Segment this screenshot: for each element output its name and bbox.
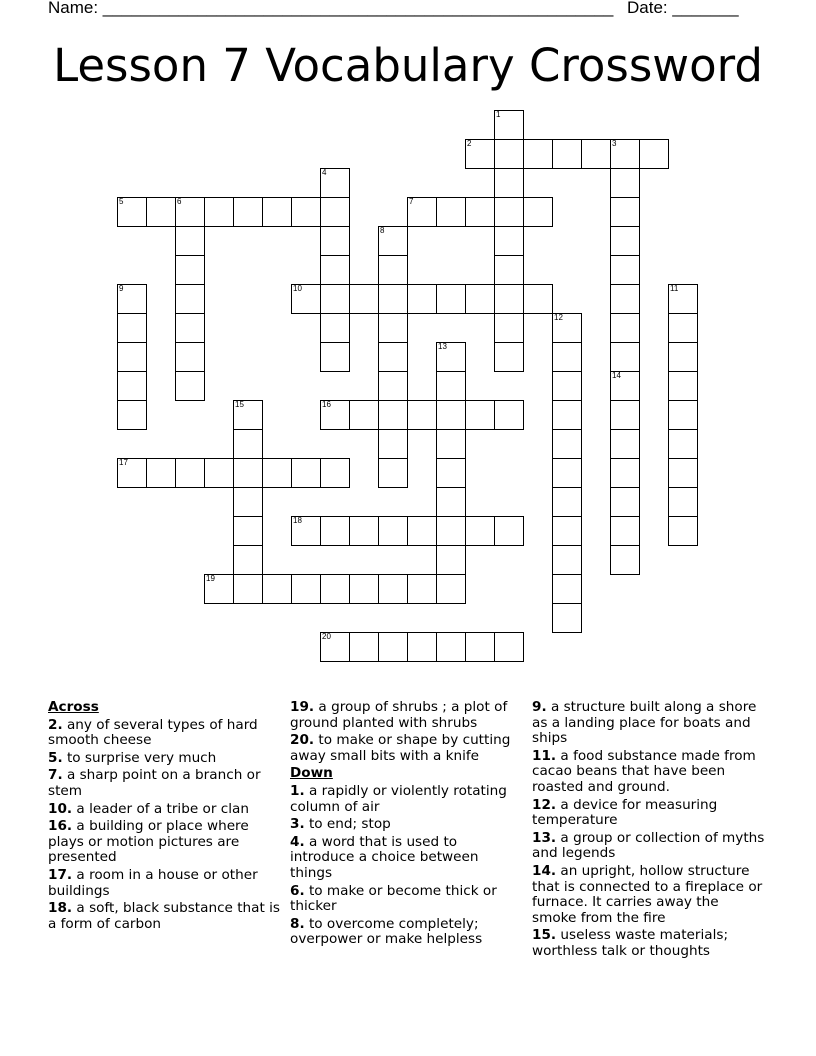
grid-cell[interactable] xyxy=(610,168,640,198)
clue-number: 5. xyxy=(48,749,63,766)
date-field-label: Date: _______ xyxy=(627,0,739,17)
grid-cell[interactable] xyxy=(552,400,582,430)
clue-item xyxy=(532,700,766,747)
grid-cell[interactable] xyxy=(465,400,495,430)
clue-number: 1 xyxy=(496,110,501,119)
clue-text: a building or place where plays or motion pictures are presented xyxy=(48,818,249,866)
grid-cell[interactable] xyxy=(320,574,350,604)
clue-item xyxy=(532,749,766,796)
grid-cell[interactable] xyxy=(175,197,205,227)
clue-text: an upright, hollow structure that is connected to a fireplace or furnace. It carries away the smoke from the fire xyxy=(532,862,763,926)
grid-cell[interactable] xyxy=(610,545,640,575)
grid-cell[interactable] xyxy=(436,516,466,546)
clue-text: a food substance made from cacao beans that have been roasted and ground. xyxy=(532,747,756,795)
grid-cell[interactable] xyxy=(146,197,176,227)
grid-cell[interactable] xyxy=(378,255,408,285)
grid-cell[interactable] xyxy=(262,197,292,227)
page-title: Lesson 7 Vocabulary Crossword xyxy=(53,39,763,92)
clue-text: a leader of a tribe or clan xyxy=(72,800,249,817)
clue-text: to overcome completely; overpower or make helpless xyxy=(290,915,483,948)
grid-cell[interactable] xyxy=(204,574,234,604)
clue-text: a soft, black substance that is a form of carbon xyxy=(48,900,281,932)
grid-cell[interactable] xyxy=(610,139,640,169)
clues-column-3 xyxy=(532,700,766,962)
grid-cell[interactable] xyxy=(436,371,466,401)
clue-item xyxy=(290,784,524,815)
grid-cell[interactable] xyxy=(523,139,553,169)
grid-cell[interactable] xyxy=(175,371,205,401)
grid-cell[interactable] xyxy=(552,342,582,372)
grid-cell[interactable] xyxy=(233,400,263,430)
grid-cell[interactable] xyxy=(320,197,350,227)
grid-cell[interactable] xyxy=(233,574,263,604)
grid-cell[interactable] xyxy=(378,516,408,546)
grid-cell[interactable] xyxy=(668,429,698,459)
clue-item xyxy=(290,835,524,882)
clue-number: 14 xyxy=(612,371,621,380)
grid-cell[interactable] xyxy=(378,429,408,459)
grid-cell[interactable] xyxy=(610,516,640,546)
clue-item xyxy=(48,768,282,799)
grid-cell[interactable] xyxy=(668,313,698,343)
grid-cell[interactable] xyxy=(494,255,524,285)
clue-number: 8 xyxy=(380,226,385,235)
clue-text: a room in a house or other buildings xyxy=(48,866,258,899)
grid-cell[interactable] xyxy=(204,197,234,227)
grid-cell[interactable] xyxy=(117,371,147,401)
clue-number: 5 xyxy=(119,197,124,206)
grid-cell[interactable] xyxy=(204,458,234,488)
grid-cell[interactable] xyxy=(610,197,640,227)
grid-cell[interactable] xyxy=(349,284,379,314)
grid-cell[interactable] xyxy=(552,545,582,575)
grid-cell[interactable] xyxy=(639,139,669,169)
grid-cell[interactable] xyxy=(494,284,524,314)
grid-cell[interactable] xyxy=(262,574,292,604)
clue-item xyxy=(532,928,766,959)
grid-cell[interactable] xyxy=(320,342,350,372)
grid-cell[interactable] xyxy=(668,284,698,314)
clue-item xyxy=(290,917,524,948)
grid-cell[interactable] xyxy=(436,487,466,517)
clue-number: 2 xyxy=(467,139,472,148)
clue-number: 7 xyxy=(409,197,414,206)
clue-number: 15. xyxy=(532,927,557,944)
clue-number: 16 xyxy=(322,400,331,409)
clue-number: 3 xyxy=(612,139,617,148)
down-heading: Down xyxy=(290,765,333,782)
clue-number: 2. xyxy=(48,716,63,733)
grid-cell[interactable] xyxy=(407,197,437,227)
grid-cell[interactable] xyxy=(349,632,379,662)
grid-cell[interactable] xyxy=(552,313,582,343)
grid-cell[interactable] xyxy=(552,139,582,169)
clue-number: 12 xyxy=(554,313,563,322)
grid-cell[interactable] xyxy=(610,458,640,488)
grid-cell[interactable] xyxy=(494,139,524,169)
grid-cell[interactable] xyxy=(552,574,582,604)
clue-number: 9 xyxy=(119,284,124,293)
clue-text: a sharp point on a branch or stem xyxy=(48,767,261,799)
clue-number: 7. xyxy=(48,767,63,784)
grid-cell[interactable] xyxy=(494,110,524,140)
grid-cell[interactable] xyxy=(175,284,205,314)
grid-cell[interactable] xyxy=(262,458,292,488)
clues-column-2 xyxy=(290,700,524,950)
grid-cell[interactable] xyxy=(349,516,379,546)
grid-cell[interactable] xyxy=(320,516,350,546)
grid-cell[interactable] xyxy=(407,284,437,314)
grid-cell[interactable] xyxy=(494,516,524,546)
grid-cell[interactable] xyxy=(610,226,640,256)
grid-cell[interactable] xyxy=(494,400,524,430)
grid-cell[interactable] xyxy=(523,197,553,227)
grid-cell[interactable] xyxy=(407,632,437,662)
grid-cell[interactable] xyxy=(117,342,147,372)
clue-number: 6 xyxy=(177,197,182,206)
clue-number: 20. xyxy=(290,732,315,749)
clue-item xyxy=(532,864,766,926)
grid-cell[interactable] xyxy=(175,226,205,256)
clue-item xyxy=(48,802,282,818)
clue-text: to make or become thick or thicker xyxy=(290,882,497,915)
grid-cell[interactable] xyxy=(407,516,437,546)
grid-cell[interactable] xyxy=(610,429,640,459)
clue-number: 8. xyxy=(290,915,305,932)
clue-number: 4. xyxy=(290,833,305,850)
clue-number: 14. xyxy=(532,862,557,879)
grid-cell[interactable] xyxy=(436,632,466,662)
clue-number: 3. xyxy=(290,816,305,833)
grid-cell[interactable] xyxy=(117,458,147,488)
clue-item xyxy=(48,718,282,749)
clue-number: 4 xyxy=(322,168,327,177)
clue-number: 11 xyxy=(670,284,679,293)
grid-cell[interactable] xyxy=(233,487,263,517)
clue-number: 9. xyxy=(532,699,547,715)
grid-cell[interactable] xyxy=(494,168,524,198)
clue-text: useless waste materials; worthless talk or thoughts xyxy=(532,927,729,959)
clue-number: 11. xyxy=(532,747,557,764)
grid-cell[interactable] xyxy=(494,632,524,662)
grid-cell[interactable] xyxy=(349,574,379,604)
grid-cell[interactable] xyxy=(552,371,582,401)
grid-cell[interactable] xyxy=(610,371,640,401)
clue-number: 1. xyxy=(290,782,305,799)
clue-number: 12. xyxy=(532,796,557,813)
clue-number: 17. xyxy=(48,866,73,883)
clue-number: 19. xyxy=(290,699,315,715)
clue-item xyxy=(290,884,524,915)
grid-cell[interactable] xyxy=(175,255,205,285)
clue-item xyxy=(532,798,766,829)
clue-text: a device for measuring temperature xyxy=(532,796,718,829)
grid-cell[interactable] xyxy=(175,313,205,343)
clue-text: a rapidly or violently rotating column of air xyxy=(290,782,507,815)
clue-number: 10 xyxy=(293,284,302,293)
grid-cell[interactable] xyxy=(378,574,408,604)
grid-cell[interactable] xyxy=(117,313,147,343)
name-field-label: Name: ______________________________________________________ xyxy=(48,0,614,17)
grid-cell[interactable] xyxy=(320,313,350,343)
grid-cell[interactable] xyxy=(552,516,582,546)
grid-cell[interactable] xyxy=(407,574,437,604)
grid-cell[interactable] xyxy=(320,226,350,256)
clue-text: to make or shape by cutting away small bits with a knife xyxy=(290,732,511,764)
grid-cell[interactable] xyxy=(610,487,640,517)
grid-cell[interactable] xyxy=(233,429,263,459)
grid-cell[interactable] xyxy=(610,400,640,430)
clue-text: to surprise very much xyxy=(62,749,217,766)
grid-cell[interactable] xyxy=(233,545,263,575)
clue-number: 18 xyxy=(293,516,302,525)
grid-cell[interactable] xyxy=(436,545,466,575)
grid-cell[interactable] xyxy=(291,574,321,604)
grid-cell[interactable] xyxy=(436,197,466,227)
grid-cell[interactable] xyxy=(291,197,321,227)
grid-cell[interactable] xyxy=(581,139,611,169)
clue-item xyxy=(532,831,766,862)
grid-cell[interactable] xyxy=(378,342,408,372)
grid-cell[interactable] xyxy=(465,516,495,546)
grid-cell[interactable] xyxy=(233,458,263,488)
grid-cell[interactable] xyxy=(378,458,408,488)
clue-item xyxy=(48,901,282,932)
grid-cell[interactable] xyxy=(668,516,698,546)
grid-cell[interactable] xyxy=(407,400,437,430)
clue-text: a word that is used to introduce a choice between things xyxy=(290,833,479,881)
grid-cell[interactable] xyxy=(291,284,321,314)
grid-cell[interactable] xyxy=(175,458,205,488)
grid-cell[interactable] xyxy=(291,516,321,546)
grid-cell[interactable] xyxy=(465,284,495,314)
grid-cell[interactable] xyxy=(378,284,408,314)
grid-cell[interactable] xyxy=(320,168,350,198)
grid-cell[interactable] xyxy=(436,284,466,314)
grid-cell[interactable] xyxy=(291,458,321,488)
grid-cell[interactable] xyxy=(523,284,553,314)
grid-cell[interactable] xyxy=(436,400,466,430)
grid-cell[interactable] xyxy=(320,400,350,430)
grid-cell[interactable] xyxy=(494,313,524,343)
grid-cell[interactable] xyxy=(465,197,495,227)
grid-cell[interactable] xyxy=(117,197,147,227)
clue-text: a structure built along a shore as a landing place for boats and ships xyxy=(532,699,757,747)
grid-cell[interactable] xyxy=(668,342,698,372)
grid-cell[interactable] xyxy=(378,371,408,401)
clue-item xyxy=(290,733,524,764)
clue-number: 20 xyxy=(322,632,331,641)
grid-cell[interactable] xyxy=(378,313,408,343)
grid-cell[interactable] xyxy=(175,342,205,372)
grid-cell[interactable] xyxy=(668,458,698,488)
grid-cell[interactable] xyxy=(610,255,640,285)
clue-text: any of several types of hard smooth cheese xyxy=(48,716,258,749)
grid-cell[interactable] xyxy=(668,400,698,430)
grid-cell[interactable] xyxy=(378,632,408,662)
grid-cell[interactable] xyxy=(465,632,495,662)
grid-cell[interactable] xyxy=(378,400,408,430)
clue-item xyxy=(290,700,524,731)
grid-cell[interactable] xyxy=(552,429,582,459)
clue-text: to end; stop xyxy=(304,816,391,833)
clue-item xyxy=(48,868,282,899)
clue-number: 10. xyxy=(48,800,73,817)
clue-number: 18. xyxy=(48,900,73,917)
grid-cell[interactable] xyxy=(494,226,524,256)
clue-item xyxy=(290,817,524,833)
grid-cell[interactable] xyxy=(668,371,698,401)
grid-cell[interactable] xyxy=(320,284,350,314)
clue-number: 16. xyxy=(48,818,73,835)
grid-cell[interactable] xyxy=(320,458,350,488)
across-heading: Across xyxy=(48,699,99,715)
grid-cell[interactable] xyxy=(610,284,640,314)
clue-number: 13 xyxy=(438,342,447,351)
grid-cell[interactable] xyxy=(117,400,147,430)
clue-text: a group of shrubs ; a plot of ground planted with shrubs xyxy=(290,699,508,731)
grid-cell[interactable] xyxy=(233,197,263,227)
grid-cell[interactable] xyxy=(320,632,350,662)
grid-cell[interactable] xyxy=(233,516,263,546)
grid-cell[interactable] xyxy=(494,197,524,227)
grid-cell[interactable] xyxy=(552,487,582,517)
grid-cell[interactable] xyxy=(349,400,379,430)
clue-item xyxy=(48,751,282,767)
clue-number: 13. xyxy=(532,829,557,846)
grid-cell[interactable] xyxy=(436,458,466,488)
grid-cell[interactable] xyxy=(494,342,524,372)
grid-cell[interactable] xyxy=(610,342,640,372)
grid-cell[interactable] xyxy=(436,342,466,372)
clue-number: 17 xyxy=(119,458,128,467)
grid-cell[interactable] xyxy=(320,255,350,285)
grid-cell[interactable] xyxy=(146,458,176,488)
grid-cell[interactable] xyxy=(436,574,466,604)
grid-cell[interactable] xyxy=(436,429,466,459)
grid-cell[interactable] xyxy=(552,603,582,633)
grid-cell[interactable] xyxy=(552,458,582,488)
clue-number: 15 xyxy=(235,400,244,409)
grid-cell[interactable] xyxy=(668,487,698,517)
grid-cell[interactable] xyxy=(465,139,495,169)
clue-number: 6. xyxy=(290,882,305,899)
grid-cell[interactable] xyxy=(117,284,147,314)
clues-column-1 xyxy=(48,700,282,934)
grid-cell[interactable] xyxy=(378,226,408,256)
grid-cell[interactable] xyxy=(610,313,640,343)
clue-item xyxy=(48,819,282,866)
clue-number: 19 xyxy=(206,574,215,583)
clue-text: a group or collection of myths and legends xyxy=(532,829,765,862)
